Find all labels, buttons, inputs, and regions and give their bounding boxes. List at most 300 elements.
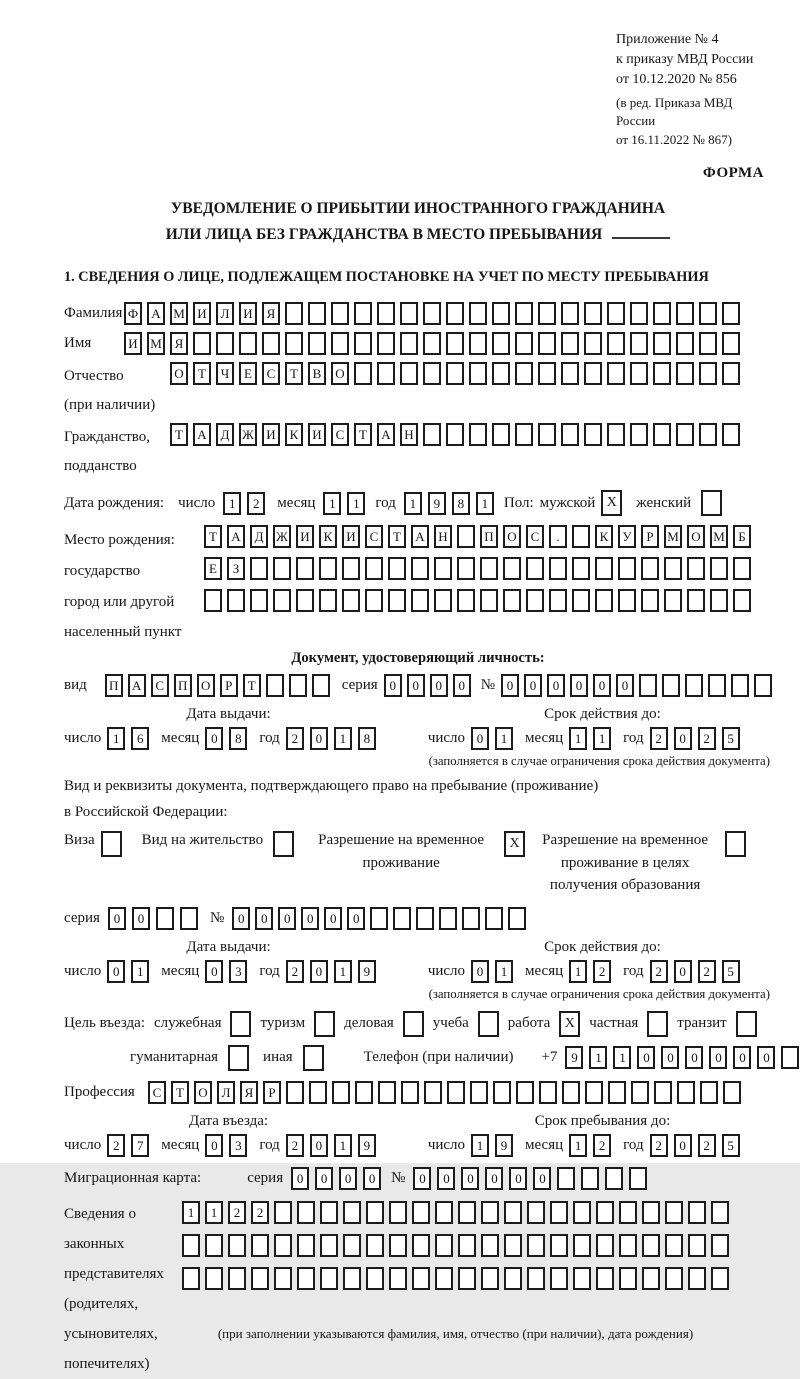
male-checkbox [601, 490, 622, 516]
char-box [607, 362, 625, 385]
char-box: 0 [637, 1046, 655, 1069]
purpose-humanitarian-checkbox [228, 1045, 249, 1071]
stay-until-year-boxes [650, 1134, 740, 1157]
char-box [423, 332, 441, 355]
char-box: 2 [593, 1134, 611, 1157]
char-box: 1 [334, 727, 352, 750]
char-box [688, 1267, 706, 1290]
stay-number-label: № [209, 909, 225, 926]
char-box [403, 1011, 424, 1037]
purpose-transit-checkbox [736, 1011, 757, 1037]
stay-valid-date: число 0 1 месяц 1 2 год 2 0 2 5 [428, 960, 752, 983]
char-box [342, 589, 360, 612]
birth-place-row2-boxes [204, 557, 751, 580]
char-box: 1 [334, 960, 352, 983]
purpose-study-checkbox [478, 1011, 499, 1037]
issue-date-header: Дата выдачи: [186, 706, 271, 723]
char-box: Т [285, 362, 303, 385]
representatives-row2-boxes [182, 1234, 729, 1257]
char-box [470, 1081, 488, 1104]
char-box [631, 1081, 649, 1104]
char-box [297, 1267, 315, 1290]
char-box [481, 1234, 499, 1257]
char-box: 2 [107, 1134, 125, 1157]
char-box [400, 362, 418, 385]
char-box: Р [263, 1081, 281, 1104]
char-box [723, 1081, 741, 1104]
stay-valid-header: Срок действия до: [544, 938, 661, 955]
char-box [722, 362, 740, 385]
char-box [492, 423, 510, 446]
char-box [584, 302, 602, 325]
char-box [550, 1234, 568, 1257]
char-box: 0 [674, 727, 692, 750]
temp-residence-checkbox [504, 831, 525, 857]
char-box: Т [388, 525, 406, 548]
char-box [377, 362, 395, 385]
surname-boxes [124, 302, 740, 325]
char-box [412, 1201, 430, 1224]
char-box [711, 1234, 729, 1257]
char-box: М [710, 525, 728, 548]
char-box [297, 1201, 315, 1224]
edition-line: (в ред. Приказа МВД России [616, 94, 733, 129]
char-box [504, 1201, 522, 1224]
char-box [434, 589, 452, 612]
stay-valid-year-boxes [650, 960, 740, 983]
option-visa: Виза [64, 829, 122, 857]
stay-doc-date-headers [64, 939, 772, 956]
char-box [446, 332, 464, 355]
char-box [504, 1267, 522, 1290]
char-box: З [227, 557, 245, 580]
char-box: С [262, 362, 280, 385]
char-box: 3 [229, 1134, 247, 1157]
stay-valid-day-boxes [471, 960, 513, 983]
appendix-line: Приложение № 4 [616, 32, 719, 47]
char-box [308, 302, 326, 325]
stay-issue-header: Дата выдачи: [186, 938, 271, 955]
char-box [423, 423, 441, 446]
month-label: месяц [277, 494, 316, 511]
char-box [561, 332, 579, 355]
char-box [354, 362, 372, 385]
char-box: А [128, 674, 146, 697]
char-box [400, 302, 418, 325]
char-box [549, 589, 567, 612]
char-box: 2 [286, 727, 304, 750]
char-box: 0 [471, 727, 489, 750]
char-box: И [296, 525, 314, 548]
stay-until-date: число 1 9 месяц 1 2 год 2 0 2 5 [428, 1134, 752, 1157]
char-box [608, 1081, 626, 1104]
char-box [355, 1081, 373, 1104]
title-line-1: УВЕДОМЛЕНИЕ О ПРИБЫТИИ ИНОСТРАННОГО ГРАЖДАНИНА [170, 199, 666, 217]
char-box [677, 1081, 695, 1104]
char-box [572, 525, 590, 548]
char-box [654, 1081, 672, 1104]
phone-label: Телефон (при наличии) [363, 1049, 514, 1066]
stay-until-day-boxes [471, 1134, 513, 1157]
char-box: 1 [223, 492, 241, 515]
entry-date-headers [64, 1113, 772, 1130]
representatives-row3-boxes [182, 1267, 729, 1290]
char-box: X [559, 1011, 580, 1037]
char-box [469, 332, 487, 355]
char-box [401, 1081, 419, 1104]
doc-number-boxes [501, 674, 772, 697]
char-box: М [664, 525, 682, 548]
char-box: 2 [228, 1201, 246, 1224]
stay-doc-options [64, 829, 772, 897]
char-box: 0 [616, 674, 634, 697]
char-box [412, 1267, 430, 1290]
char-box: Т [354, 423, 372, 446]
char-box: Н [434, 525, 452, 548]
appendix-block [616, 30, 772, 149]
char-box: 5 [722, 727, 740, 750]
char-box: П [105, 674, 123, 697]
birth-month-boxes [323, 492, 365, 515]
stay-number-boxes [232, 907, 526, 930]
char-box [331, 332, 349, 355]
char-box [297, 1234, 315, 1257]
char-box: 0 [291, 1167, 309, 1190]
migration-series-label: серия [247, 1169, 284, 1186]
citizenship-boxes [170, 423, 740, 446]
char-box [274, 1234, 292, 1257]
char-box [647, 1011, 668, 1037]
char-box [312, 674, 330, 697]
char-box: С [148, 1081, 166, 1104]
char-box: В [308, 362, 326, 385]
char-box [332, 1081, 350, 1104]
char-box: 0 [674, 1134, 692, 1157]
char-box: . [549, 525, 567, 548]
char-box: 1 [589, 1046, 607, 1069]
stay-doc-line2: в Российской Федерации: [64, 804, 228, 821]
char-box [458, 1267, 476, 1290]
char-box [478, 1011, 499, 1037]
char-box [619, 1267, 637, 1290]
char-box: 1 [205, 1201, 223, 1224]
char-box: А [227, 525, 245, 548]
birth-place-row1-boxes [204, 525, 751, 548]
char-box [596, 1267, 614, 1290]
char-box: 1 [569, 1134, 587, 1157]
option-temp-residence: Разрешение на временное проживание X [308, 829, 525, 874]
char-box: 1 [495, 960, 513, 983]
char-box [653, 423, 671, 446]
doc-series-boxes [384, 674, 471, 697]
char-box [156, 907, 174, 930]
char-box: П [480, 525, 498, 548]
migration-card-label: Миграционная карта: [64, 1169, 202, 1186]
char-box [303, 1045, 324, 1071]
purpose-row-2: гуманитарная иная Телефон (при наличии) +7 9 1 1 0 0 0 0 0 0 [64, 1045, 772, 1071]
identity-doc-row [64, 674, 772, 697]
char-box [343, 1234, 361, 1257]
char-box [435, 1234, 453, 1257]
char-box [285, 302, 303, 325]
birth-place-label: Место рождения: государство город или другой населенный пункт [64, 532, 182, 641]
char-box [607, 332, 625, 355]
validity-note: (заполняется в случае ограничения срока действия документа) [428, 754, 770, 769]
char-box [366, 1201, 384, 1224]
char-box: 2 [593, 960, 611, 983]
char-box: И [342, 525, 360, 548]
title-line-2: ИЛИ ЛИЦА БЕЗ ГРАЖДАНСТВА В МЕСТО ПРЕБЫВАНИЯ [64, 222, 772, 248]
purpose-row: Цель въезда: служебная туризм деловая учеба работа X частная транзит [64, 1011, 772, 1037]
stay-series-label: серия [64, 909, 100, 926]
stay-doc-dates [64, 960, 772, 983]
char-box [527, 1201, 545, 1224]
char-box [204, 589, 222, 612]
char-box: Р [220, 674, 238, 697]
profession-label: Профессия [64, 1083, 135, 1100]
form-label: ФОРМА [702, 164, 764, 181]
char-box [462, 907, 480, 930]
char-box [596, 1201, 614, 1224]
char-box [573, 1234, 591, 1257]
char-box: Р [641, 525, 659, 548]
char-box [572, 589, 590, 612]
char-box: О [503, 525, 521, 548]
valid-year-boxes [650, 727, 740, 750]
char-box: 2 [698, 960, 716, 983]
stay-valid-month-boxes [569, 960, 611, 983]
char-box [641, 589, 659, 612]
char-box [273, 831, 294, 857]
char-box: 8 [452, 492, 470, 515]
stay-issue-year-boxes [286, 960, 376, 983]
char-box [319, 557, 337, 580]
char-box: 0 [593, 674, 611, 697]
char-box: 0 [347, 907, 365, 930]
char-box [653, 332, 671, 355]
char-box [688, 1234, 706, 1257]
char-box [493, 1081, 511, 1104]
char-box: К [319, 525, 337, 548]
char-box: 0 [461, 1167, 479, 1190]
char-box: И [262, 423, 280, 446]
char-box [296, 557, 314, 580]
char-box: Е [239, 362, 257, 385]
char-box [262, 332, 280, 355]
char-box [250, 589, 268, 612]
male-label: мужской [539, 494, 596, 511]
char-box [393, 907, 411, 930]
char-box [274, 1267, 292, 1290]
char-box: 1 [569, 727, 587, 750]
char-box [182, 1267, 200, 1290]
char-box: Т [170, 423, 188, 446]
char-box [676, 362, 694, 385]
char-box [596, 1234, 614, 1257]
char-box: 0 [324, 907, 342, 930]
char-box [731, 674, 749, 697]
entry-month-boxes [205, 1134, 247, 1157]
title-blank-underline [612, 223, 670, 239]
char-box [641, 557, 659, 580]
migration-card-row [64, 1167, 772, 1190]
char-box [458, 1234, 476, 1257]
char-box: А [377, 423, 395, 446]
char-box [354, 302, 372, 325]
char-box [439, 907, 457, 930]
name-boxes [124, 332, 740, 355]
char-box: 0 [132, 907, 150, 930]
char-box: 2 [650, 1134, 668, 1157]
field-patronymic [64, 362, 772, 419]
migration-series-boxes [291, 1167, 381, 1190]
char-box: 0 [310, 1134, 328, 1157]
char-box [722, 423, 740, 446]
char-box: Ф [124, 302, 142, 325]
char-box [412, 1234, 430, 1257]
char-box [319, 589, 337, 612]
char-box: С [331, 423, 349, 446]
char-box [515, 362, 533, 385]
char-box [676, 423, 694, 446]
char-box [573, 1201, 591, 1224]
valid-month-boxes [569, 727, 611, 750]
char-box: 5 [722, 1134, 740, 1157]
char-box [584, 423, 602, 446]
identity-valid-date: число 0 1 месяц 1 1 год 2 0 2 5 [428, 727, 752, 750]
char-box: 6 [131, 727, 149, 750]
stay-doc-line1: Вид и реквизиты документа, подтверждающего право на пребывание (проживание) [64, 778, 599, 795]
char-box [562, 1081, 580, 1104]
validity-note-2: (заполняется в случае ограничения срока действия документа) [428, 986, 770, 1001]
entry-day-boxes [107, 1134, 149, 1157]
representatives-row1-boxes [182, 1201, 729, 1224]
char-box [508, 907, 526, 930]
char-box [619, 1234, 637, 1257]
char-box [676, 302, 694, 325]
char-box [314, 1011, 335, 1037]
option-temp-residence-education: Разрешение на временное проживание в целях получения образования [535, 829, 746, 897]
char-box [492, 362, 510, 385]
char-box: П [174, 674, 192, 697]
char-box: 0 [533, 1167, 551, 1190]
char-box: Т [193, 362, 211, 385]
char-box: 3 [229, 960, 247, 983]
char-box: 9 [565, 1046, 583, 1069]
doc-type-boxes [105, 674, 330, 697]
female-label: женский [636, 494, 692, 511]
char-box: А [193, 423, 211, 446]
char-box [688, 1201, 706, 1224]
char-box [227, 589, 245, 612]
char-box: С [365, 525, 383, 548]
char-box [676, 332, 694, 355]
char-box [515, 332, 533, 355]
char-box: 0 [437, 1167, 455, 1190]
char-box: Т [171, 1081, 189, 1104]
char-box: С [151, 674, 169, 697]
name-label: Имя [64, 335, 92, 352]
char-box [228, 1045, 249, 1071]
char-box [754, 674, 772, 697]
char-box [699, 332, 717, 355]
char-box: Д [250, 525, 268, 548]
char-box [665, 1267, 683, 1290]
char-box: Ж [273, 525, 291, 548]
char-box [665, 1234, 683, 1257]
char-box: Л [216, 302, 234, 325]
page-title [64, 196, 772, 247]
patronymic-boxes [170, 362, 740, 385]
purpose-other-checkbox [303, 1045, 324, 1071]
char-box [308, 332, 326, 355]
char-box: 0 [661, 1046, 679, 1069]
migration-number-label: № [391, 1169, 406, 1186]
char-box: 8 [229, 727, 247, 750]
stay-until-month-boxes [569, 1134, 611, 1157]
edition-line: от 16.11.2022 № 867) [616, 131, 733, 147]
char-box: У [618, 525, 636, 548]
char-box [365, 557, 383, 580]
identity-doc-date-headers [64, 706, 772, 723]
char-box: М [170, 302, 188, 325]
char-box [630, 302, 648, 325]
char-box [411, 589, 429, 612]
char-box [584, 332, 602, 355]
stay-issue-month-boxes [205, 960, 247, 983]
char-box [503, 589, 521, 612]
entry-date-header: Дата въезда: [189, 1112, 269, 1129]
char-box [469, 362, 487, 385]
char-box [366, 1267, 384, 1290]
representatives-label: Сведения о законных представителях (родителях, усыновителях, попечителях) [64, 1205, 164, 1372]
valid-day-boxes [471, 727, 513, 750]
char-box: 1 [471, 1134, 489, 1157]
female-checkbox [701, 490, 722, 516]
char-box [446, 423, 464, 446]
char-box [251, 1267, 269, 1290]
field-birth-date [64, 490, 772, 516]
year-label: год [375, 494, 396, 511]
char-box [733, 557, 751, 580]
char-box [458, 1201, 476, 1224]
char-box [469, 302, 487, 325]
visa-checkbox [101, 831, 122, 857]
char-box [457, 589, 475, 612]
char-box [180, 907, 198, 930]
char-box [343, 1267, 361, 1290]
char-box: 9 [495, 1134, 513, 1157]
representatives-note: (при заполнении указываются фамилия, имя, отчество (при наличии), дата рождения) [217, 1325, 694, 1341]
char-box [585, 1081, 603, 1104]
char-box [266, 674, 284, 697]
char-box [435, 1267, 453, 1290]
char-box: 0 [453, 674, 471, 697]
char-box [205, 1267, 223, 1290]
stay-issue-date: число 0 1 месяц 0 3 год 2 0 1 9 [64, 960, 388, 983]
char-box [550, 1267, 568, 1290]
char-box: 0 [685, 1046, 703, 1069]
char-box [365, 589, 383, 612]
char-box [538, 302, 556, 325]
char-box [561, 362, 579, 385]
char-box [515, 302, 533, 325]
representatives-block [64, 1199, 772, 1379]
char-box [642, 1201, 660, 1224]
char-box: 0 [205, 727, 223, 750]
char-box: 0 [310, 960, 328, 983]
char-box [354, 332, 372, 355]
